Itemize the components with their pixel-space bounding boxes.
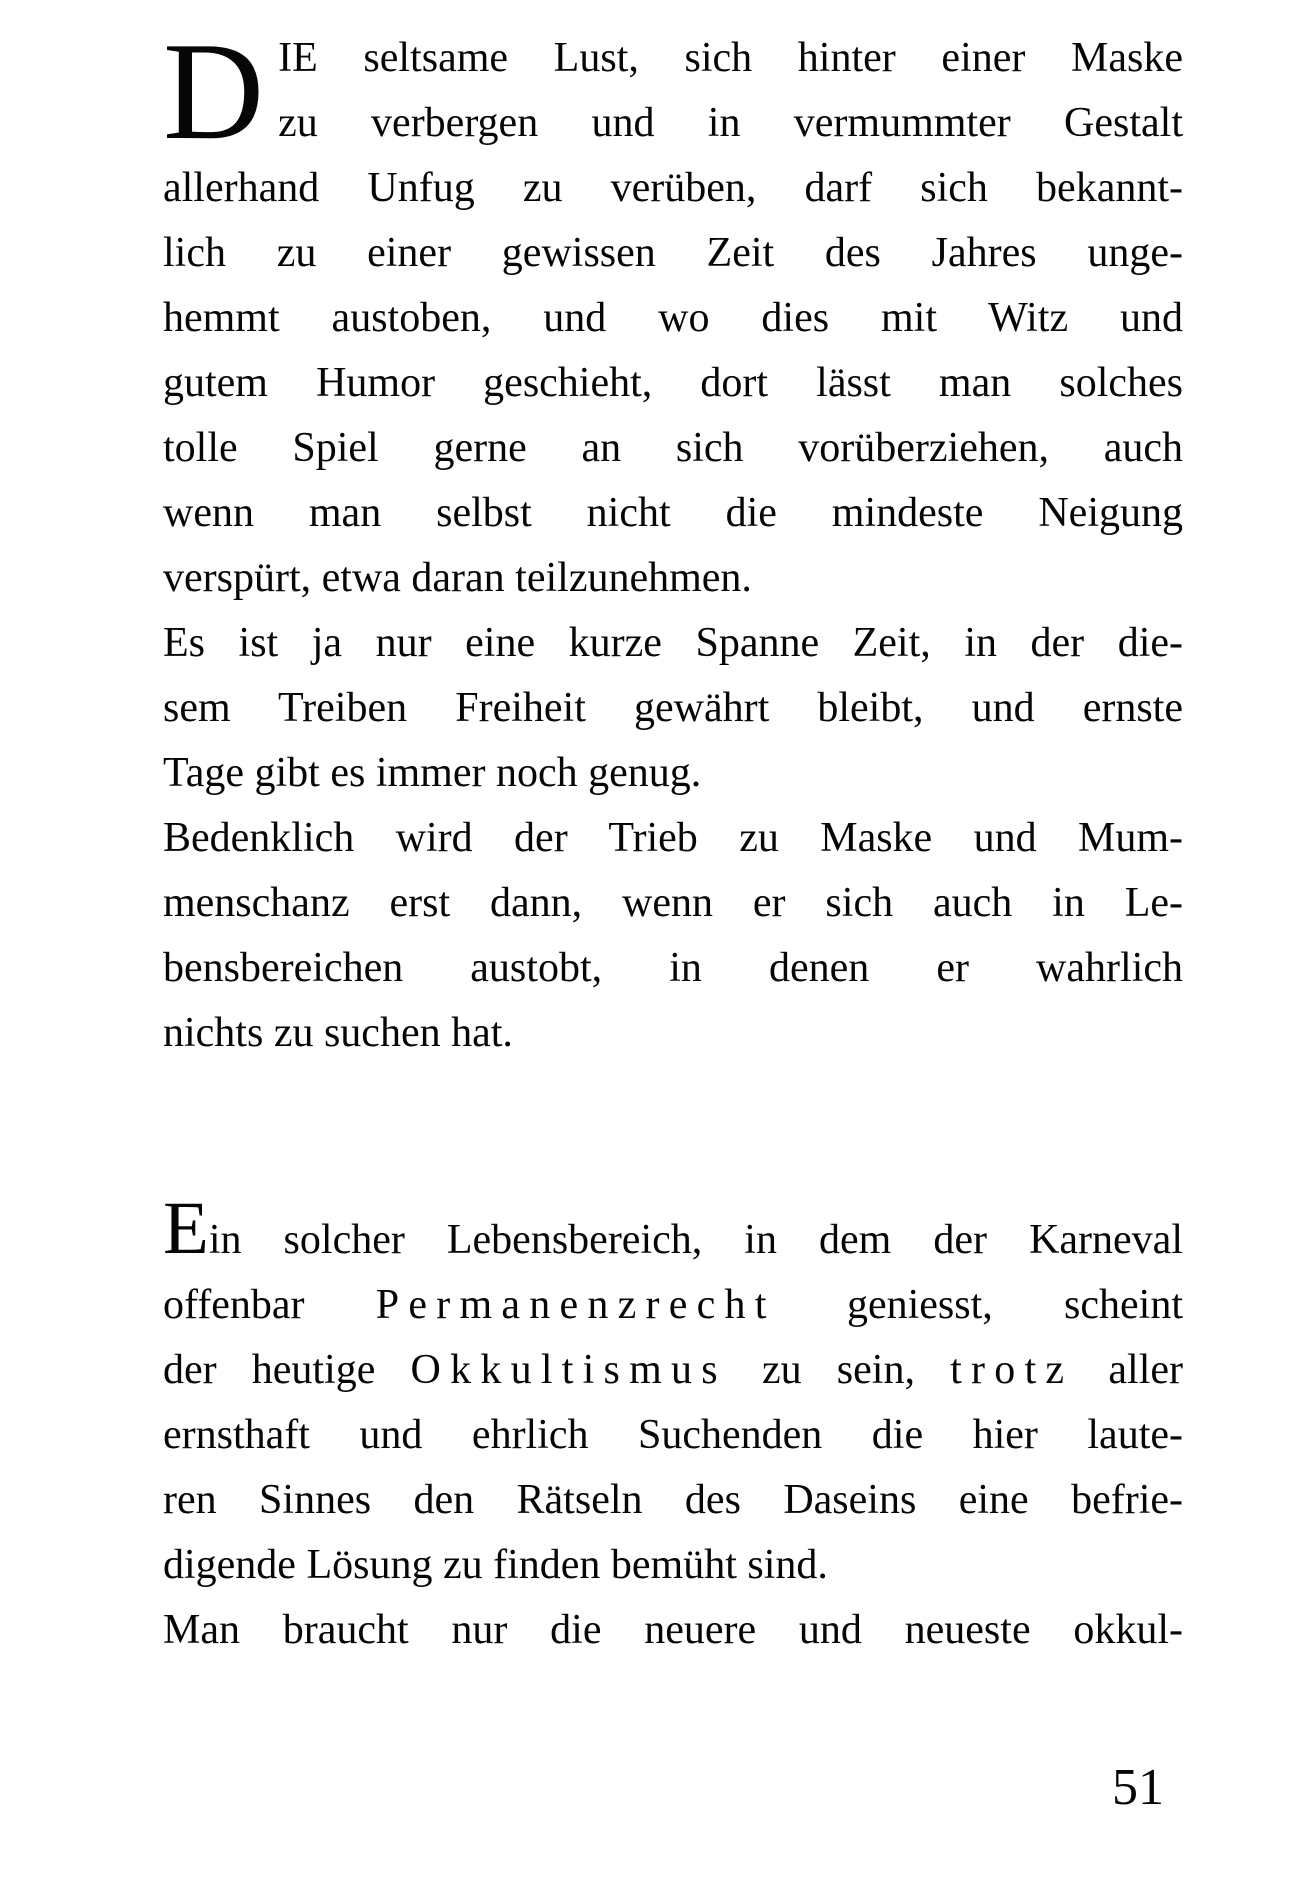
paragraph [163,1598,1183,1663]
letterspaced-word: Permanenzrecht [375,1282,776,1328]
text-line: menschanz erst dann, wenn er sich auch in Le- [163,880,1183,926]
text-line: ren Sinnes den Rätseln des Daseins eine befrie- [163,1477,1183,1523]
text-line: Man braucht nur die neuere und neueste okkul- [163,1607,1183,1653]
text-line: zu verbergen und in vermummter Gestalt [278,100,1183,146]
text-line: nichts zu suchen hat. [163,1010,513,1056]
letterspaced-word: Okkultismus [410,1347,727,1393]
text-block [163,14,1184,1663]
text-line: digende Lösung zu finden bemüht sind. [163,1542,828,1588]
page-number: 51 [1112,1759,1164,1816]
text-line: offenbar Permanenzrecht geniesst, scheint [163,1282,1183,1328]
text-line: Ein solcher Lebensbereich, in dem der Karneval [163,1187,1183,1270]
drop-cap: D [163,14,265,169]
text-line: hemmt austoben, und wo dies mit Witz und [163,295,1183,341]
paragraph [163,806,1183,1066]
text-line: tolle Spiel gerne an sich vorüberziehen, auch [163,425,1183,471]
text-line: allerhand Unfug zu verüben, darf sich bekannt- [163,165,1183,211]
paragraph [163,1187,1184,1598]
text-line: Bedenklich wird der Trieb zu Maske und Mum- [163,815,1183,861]
text-line: Es ist ja nur eine kurze Spanne Zeit, in der die- [163,620,1183,666]
text-line: sem Treiben Freiheit gewährt bleibt, und ernste [163,685,1183,731]
letterspaced-word: trotz [950,1347,1074,1393]
text-line: verspürt, etwa daran teilzunehmen. [163,555,752,601]
text-line: lich zu einer gewissen Zeit des Jahres unge- [163,230,1183,276]
text-line: wenn man selbst nicht die mindeste Neigung [163,490,1183,536]
enlarged-initial: E [163,1187,209,1270]
text-line: bensbereichen austobt, in denen er wahrlich [163,945,1183,991]
text-line: der heutige Okkultismus zu sein, trotz aller [163,1347,1184,1393]
text-line: gutem Humor geschieht, dort lässt man solches [163,360,1183,406]
paragraph [163,14,1183,611]
text-line: Tage gibt es immer noch genug. [163,750,702,796]
text-line: ernsthaft und ehrlich Suchenden die hier laute- [163,1412,1183,1458]
text-line: IE seltsame Lust, sich hinter einer Maske [278,35,1183,81]
paragraph [163,611,1183,806]
